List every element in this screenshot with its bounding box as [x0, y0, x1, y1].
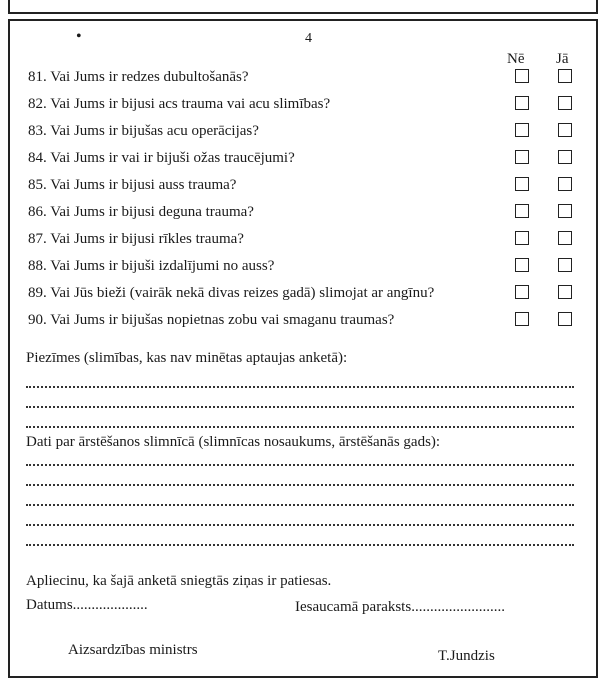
hospital-line[interactable] — [26, 464, 574, 466]
checkbox-yes[interactable] — [558, 312, 572, 326]
checkbox-no[interactable] — [515, 285, 529, 299]
question-text: 89. Vai Jūs bieži (vairāk nekā divas reizes gadā) slimojat ar angīnu? — [28, 285, 435, 301]
question-text: 81. Vai Jums ir redzes dubultošanās? — [28, 69, 249, 85]
question-row — [0, 308, 600, 332]
checkbox-yes[interactable] — [558, 231, 572, 245]
scan-speck: • — [76, 28, 82, 45]
hospital-line[interactable] — [26, 504, 574, 506]
checkbox-no[interactable] — [515, 312, 529, 326]
minister-title: Aizsardzības ministrs — [68, 642, 198, 658]
question-text: 87. Vai Jums ir bijusi rīkles trauma? — [28, 231, 244, 247]
signature-field[interactable]: Iesaucamā paraksts......................... — [295, 599, 505, 615]
question-text: 88. Vai Jums ir bijuši izdalījumi no auss? — [28, 258, 275, 274]
checkbox-no[interactable] — [515, 69, 529, 83]
checkbox-no[interactable] — [515, 258, 529, 272]
notes-line[interactable] — [26, 406, 574, 408]
question-row — [0, 92, 600, 116]
question-text: 90. Vai Jums ir bijušas nopietnas zobu vai smaganu traumas? — [28, 312, 395, 328]
hospital-line[interactable] — [26, 484, 574, 486]
question-row — [0, 254, 600, 278]
checkbox-no[interactable] — [515, 123, 529, 137]
hospital-line[interactable] — [26, 544, 574, 546]
question-text: 83. Vai Jums ir bijušas acu operācijas? — [28, 123, 259, 139]
date-field[interactable]: Datums.................... — [26, 597, 148, 613]
question-text: 86. Vai Jums ir bijusi deguna trauma? — [28, 204, 254, 220]
notes-line[interactable] — [26, 386, 574, 388]
page-number: 4 — [305, 31, 312, 46]
checkbox-yes[interactable] — [558, 69, 572, 83]
hospital-label: Dati par ārstēšanos slimnīcā (slimnīcas nosaukums, ārstēšanās gads): — [26, 434, 441, 450]
question-row — [0, 227, 600, 251]
column-header-yes: Jā — [556, 51, 569, 67]
checkbox-yes[interactable] — [558, 123, 572, 137]
question-row — [0, 173, 600, 197]
question-row — [0, 119, 600, 143]
question-row — [0, 281, 600, 305]
checkbox-yes[interactable] — [558, 96, 572, 110]
column-header-no: Nē — [507, 51, 525, 67]
checkbox-yes[interactable] — [558, 204, 572, 218]
question-row — [0, 146, 600, 170]
checkbox-no[interactable] — [515, 204, 529, 218]
checkbox-no[interactable] — [515, 231, 529, 245]
previous-page-edge — [8, 0, 598, 14]
hospital-line[interactable] — [26, 524, 574, 526]
checkbox-yes[interactable] — [558, 285, 572, 299]
notes-line[interactable] — [26, 426, 574, 428]
checkbox-no[interactable] — [515, 96, 529, 110]
confirmation-statement: Apliecinu, ka šajā anketā sniegtās ziņas ir patiesas. — [26, 573, 332, 589]
checkbox-no[interactable] — [515, 150, 529, 164]
checkbox-yes[interactable] — [558, 258, 572, 272]
notes-label: Piezīmes (slimības, kas nav minētas aptaujas anketā): — [26, 350, 348, 366]
minister-name: T.Jundzis — [438, 648, 495, 664]
checkbox-yes[interactable] — [558, 150, 572, 164]
checkbox-yes[interactable] — [558, 177, 572, 191]
question-row — [0, 200, 600, 224]
question-text: 84. Vai Jums ir vai ir bijuši ožas traucējumi? — [28, 150, 295, 166]
question-row — [0, 65, 600, 89]
question-text: 85. Vai Jums ir bijusi auss trauma? — [28, 177, 237, 193]
checkbox-no[interactable] — [515, 177, 529, 191]
question-text: 82. Vai Jums ir bijusi acs trauma vai acu slimības? — [28, 96, 331, 112]
